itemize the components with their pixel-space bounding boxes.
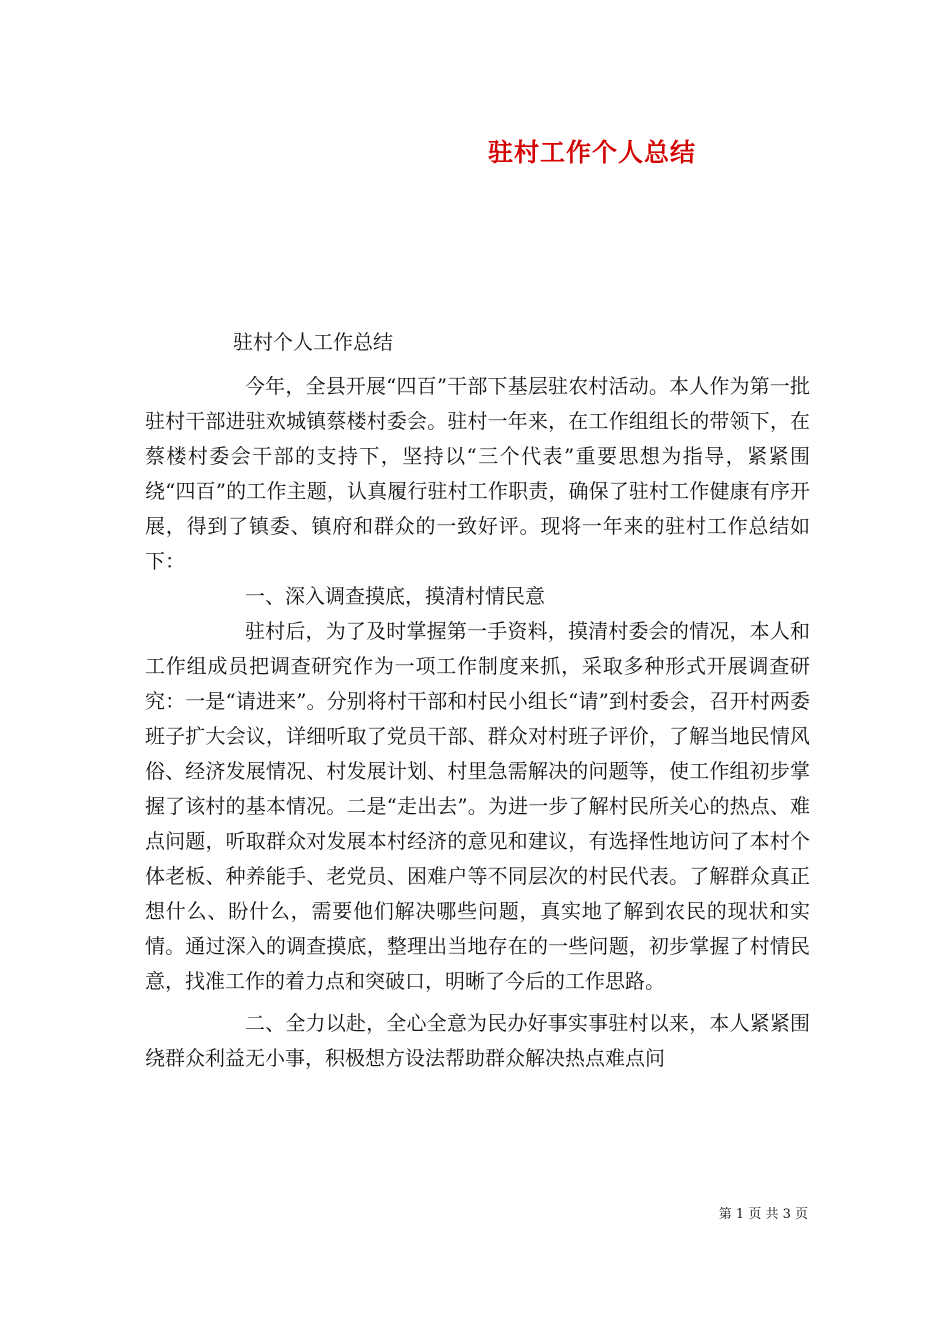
document-subtitle: 驻村个人工作总结: [233, 330, 393, 354]
section-heading-1: 一、深入调查摸底，摸清村情民意: [245, 584, 545, 608]
paragraph-section-2: 二、全力以赴，全心全意为民办好事实事驻村以来，本人紧紧围绕群众利益无小事，积极想方设法帮助群众解决热点难点问: [145, 1011, 810, 1070]
document-body: [145, 325, 810, 1076]
paragraph-section-1: 驻村后，为了及时掌握第一手资料，摸清村委会的情况，本人和工作组成员把调查研究作为一项工作制度来抓，采取多种形式开展调查研究：一是“请进来”。分别将村干部和村民小组长“请”到村委会，召开村两委班子扩大会议，详细听取了党员干部、群众对村班子评价，了解当地民情风俗、经济发展情况、村发展计划、村里急需解决的问题等，使工作组初步掌握了该村的基本情况。二是“走出去”。为进一步了解村民所关心的热点、难点问题，听取群众对发展本村经济的意见和建议，有选择性地访问了本村个体老板、种养能手、老党员、困难户等不同层次的村民代表。了解群众真正想什么、盼什么，需要他们解决哪些问题，真实地了解到农民的现状和实情。通过深入的调查摸底，整理出当地存在的一些问题，初步掌握了村情民意，找准工作的着力点和突破口，明晰了今后的工作思路。: [145, 619, 810, 993]
page-number: 第 1 页 共 3 页: [718, 1207, 808, 1222]
paragraph-intro: 今年，全县开展“四百”干部下基层驻农村活动。本人作为第一批驻村干部进驻欢城镇蔡楼村委会。驻村一年来，在工作组组长的带领下，在蔡楼村委会干部的支持下，坚持以“三个代表”重要思想为指导，紧紧围绕“四百”的工作主题，认真履行驻村工作职责，确保了驻村工作健康有序开展，得到了镇委、镇府和群众的一致好评。现将一年来的驻村工作总结如下：: [145, 374, 810, 573]
document-title: 驻村工作个人总结: [488, 138, 697, 167]
